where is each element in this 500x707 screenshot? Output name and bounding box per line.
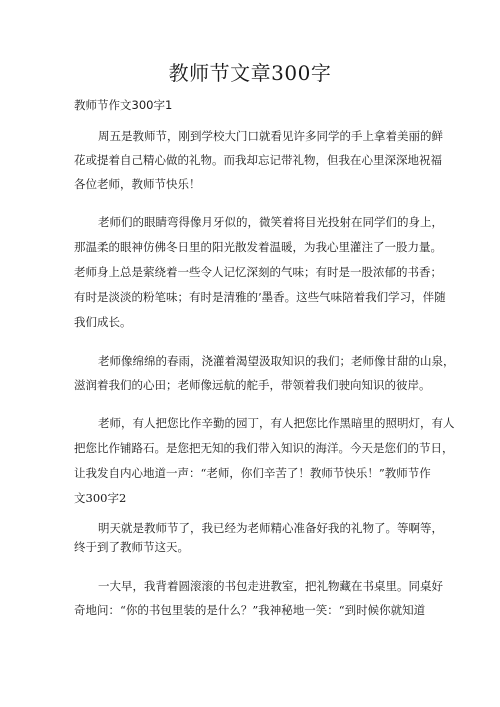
paragraph-line: 奇地问：“你的书包里装的是什么？”我神秘地一笑：“到时候你就知道 [74,603,426,617]
paragraph-line: 滋润着我们的心田；老师像远航的舵手，带领着我们驶向知识的彼岸。 [74,378,431,392]
paragraph-line: 各位老师，教师节快乐！ [74,177,201,191]
paragraph-line: 老师，有人把您比作辛勤的园丁，有人把您比作黑暗里的照明灯，有人 [98,416,455,430]
paragraph-line: 有时是淡淡的粉笔味；有时是清雅的’墨香。这些气味陪着我们学习，伴随 [74,290,446,304]
paragraph-line: 老师们的眼睛弯得像月牙似的，微笑着将目光投射在同学们的身上， [98,215,443,229]
document-title: 教师节文章300字 [168,61,332,85]
section-heading: 教师节作文300字1 [74,98,173,112]
paragraph-line: 老师像绵绵的春雨，浇灌着渴望汲取知识的我们；老师像甘甜的山泉， [98,354,455,368]
paragraph-line: 明天就是教师节了，我已经为老师精心准备好我的礼物了。等啊等， [98,521,443,535]
paragraph-line: 我们成长。 [74,315,132,329]
paragraph-line: 一大早，我背着圆滚滚的书包走进教室，把礼物藏在书桌里。同桌好 [98,579,443,593]
paragraph-line: 周五是教师节，刚到学校大门口就看见许多同学的手上拿着美丽的鲜 [98,129,443,143]
paragraph-line: 终于到了教师节这天。 [74,540,189,554]
paragraph-line: 老师身上总是萦绕着一些令人记忆深刻的气味；有时是一股浓郁的书香； [74,265,442,279]
paragraph-line: 让我发自内心地道一声：“老师，你们辛苦了！教师节快乐！”教师节作 [74,466,431,480]
paragraph-line: 把您比作铺路石。是您把无知的我们带入知识的海洋。今天是您们的节日， [74,441,454,455]
paragraph-line: 那温柔的眼神仿佛冬日里的阳光散发着温暖，为我心里灌注了一股力量。 [74,240,442,254]
paragraph-line: 文300字2 [74,491,127,505]
paragraph-line: 花或提着自己精心做的礼物。而我却忘记带礼物，但我在心里深深地祝福 [74,153,442,167]
